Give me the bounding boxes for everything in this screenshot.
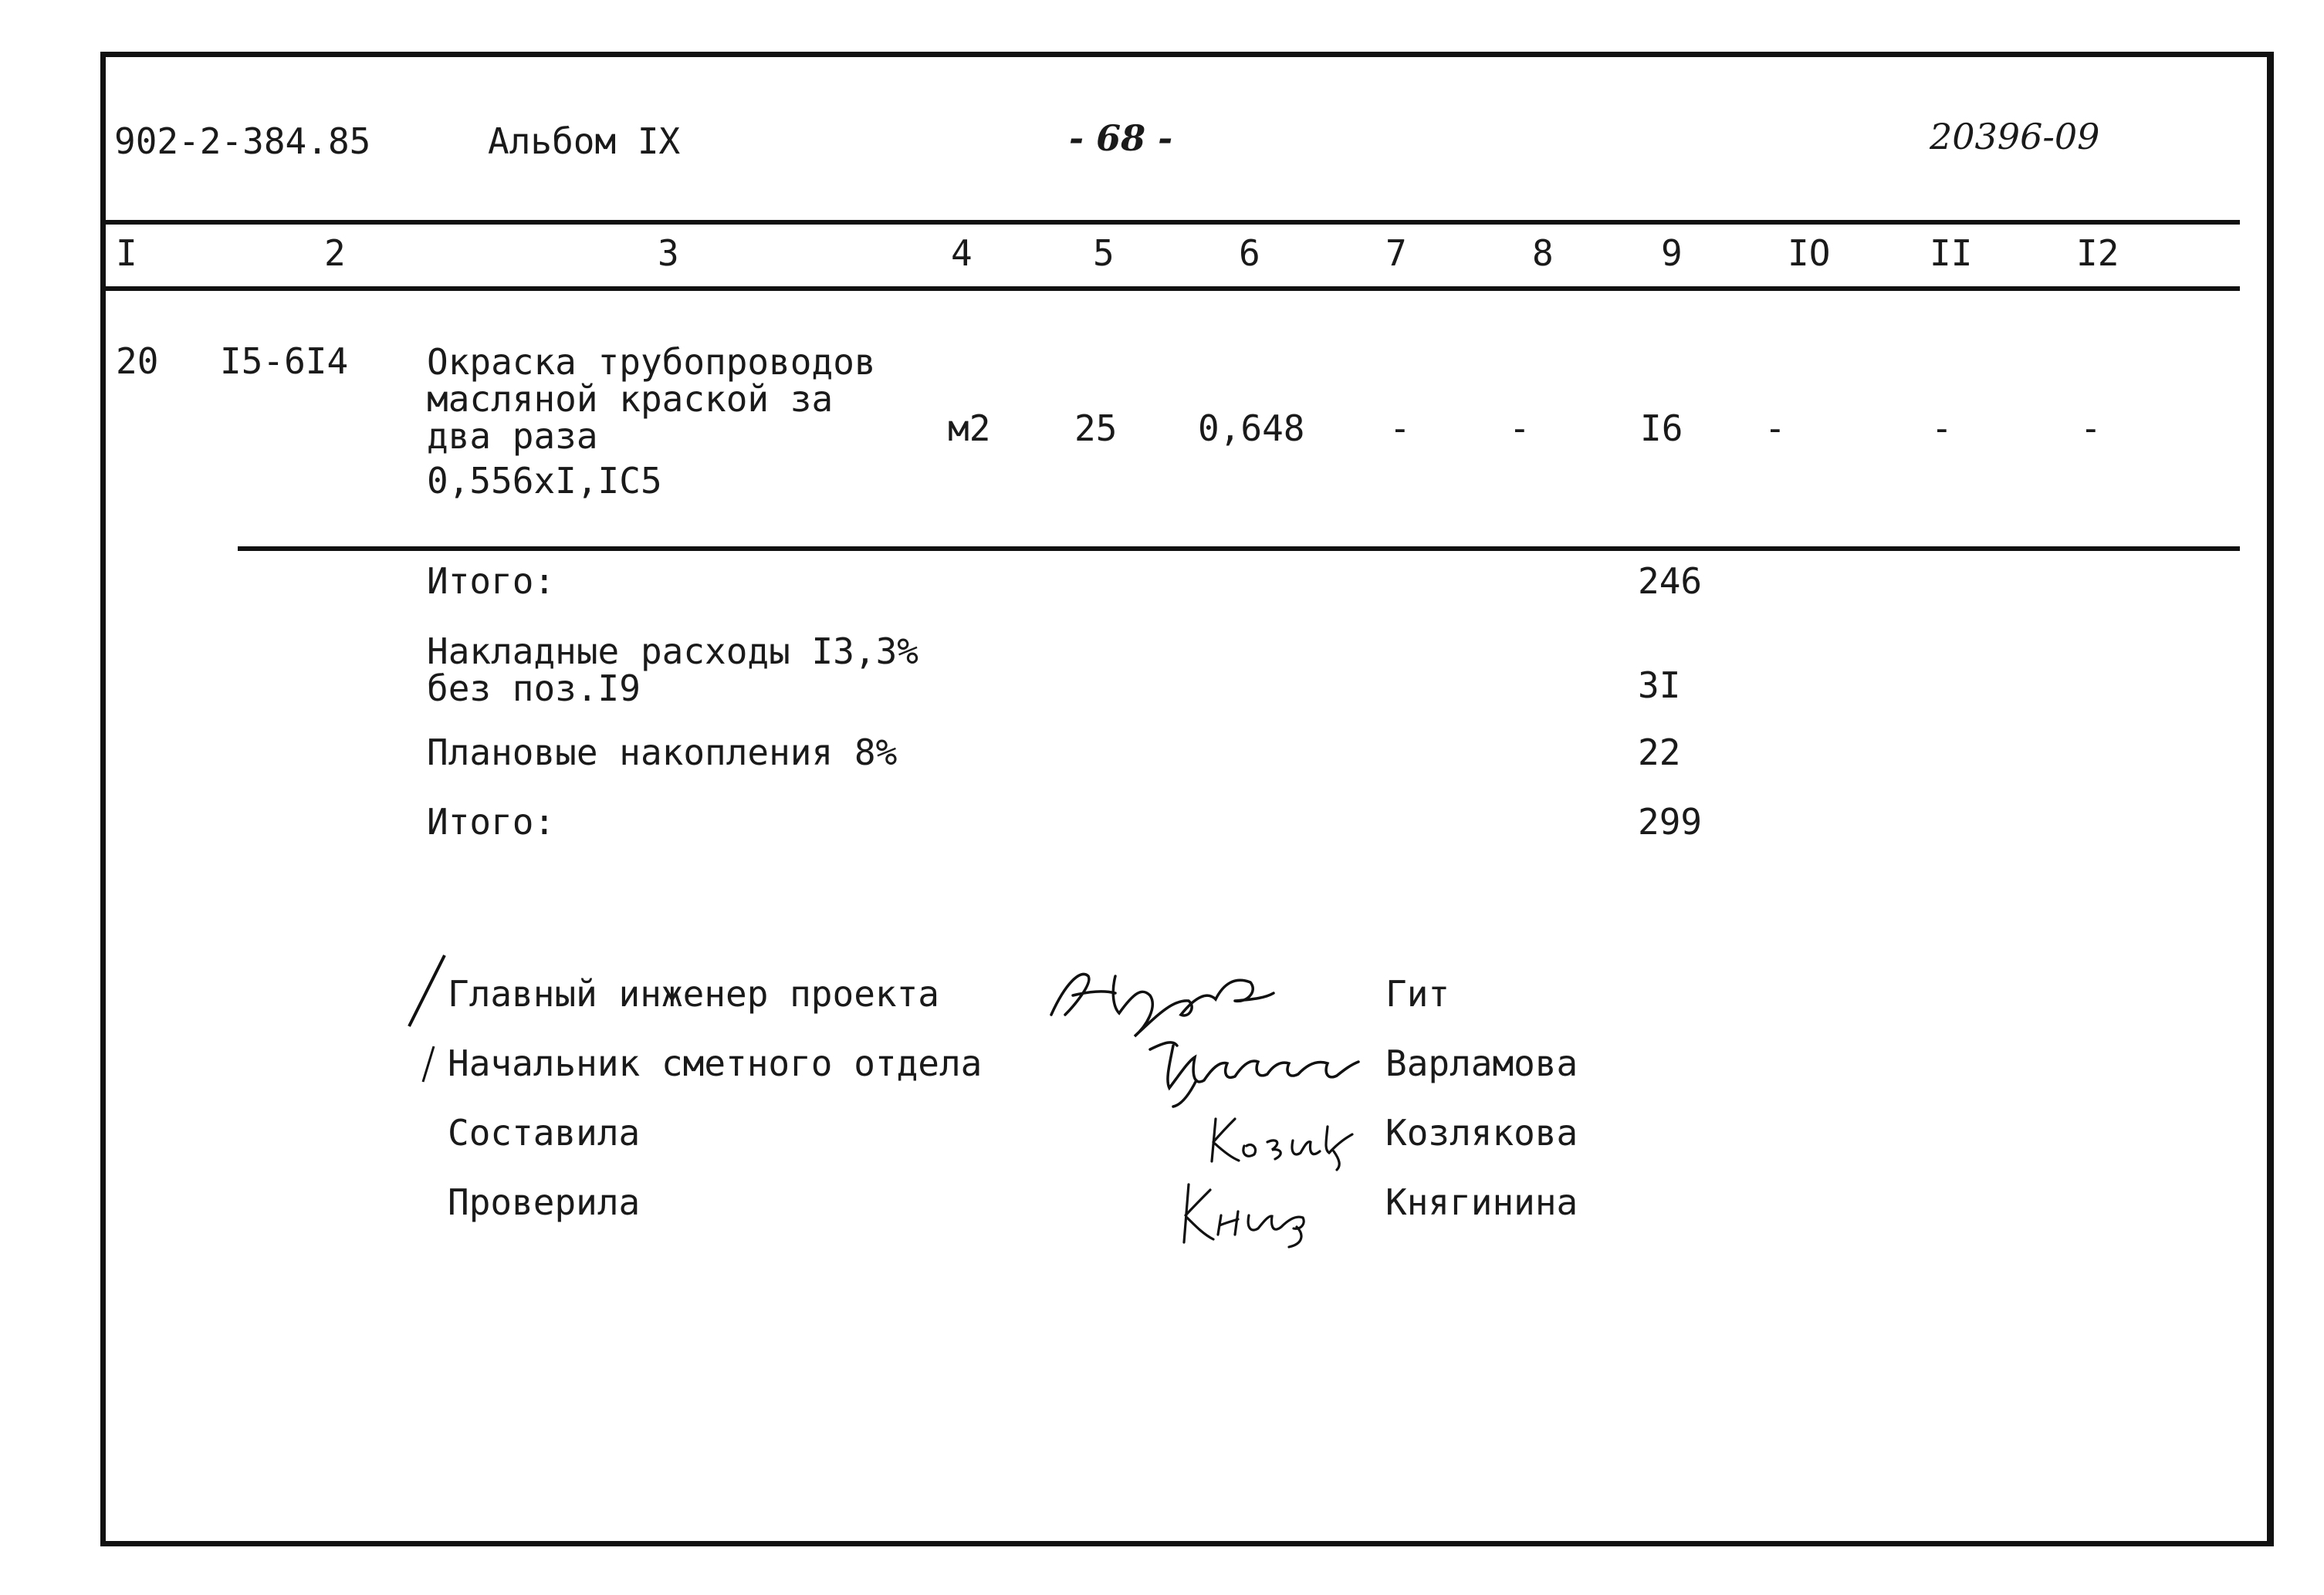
work-description [427, 343, 876, 455]
column-header-2: 2 [324, 232, 346, 274]
signature-role-chief-engineer: Главный инженер проекта [448, 973, 939, 1015]
column-header-12: I2 [2076, 232, 2119, 274]
signature-name-estimate-head: Варламова [1385, 1042, 1578, 1084]
work-description-line: два раза [427, 415, 598, 457]
doc-code: 902-2-384.85 [114, 120, 371, 162]
column-header-10: IO [1788, 232, 1831, 274]
signature-name-chief-engineer: Гит [1385, 973, 1450, 1015]
column-8-cell: - [1509, 407, 1531, 449]
reference-number: 20396-09 [1930, 116, 2100, 157]
planned-profit-label: Плановые накопления 8% [427, 732, 898, 773]
quantity-cell: 25 [1074, 407, 1118, 449]
row-number: 20 [116, 340, 159, 382]
total-value: 299 [1638, 801, 1703, 843]
calculation-formula: 0,556хI,IС5 [427, 460, 662, 502]
unit-price-cell: 0,648 [1198, 407, 1305, 449]
column-11-cell: - [1931, 407, 1953, 449]
column-header-rule [106, 286, 2240, 291]
work-description-line: Окраска трубопроводов [427, 341, 876, 383]
signature-role-checked-by: Проверила [448, 1181, 641, 1223]
signature-role-compiled-by: Составила [448, 1112, 641, 1154]
column-header-1: I [116, 232, 137, 274]
signature-name-compiled-by: Козлякова [1385, 1112, 1578, 1154]
subtotal-value: 246 [1638, 560, 1703, 602]
overhead-label-line: без поз.I9 [427, 667, 641, 709]
approval-slash-mark [400, 949, 454, 1034]
unit-cell: м2 [948, 407, 991, 449]
column-header-7: 7 [1385, 232, 1407, 274]
column-header-6: 6 [1239, 232, 1260, 274]
column-header-5: 5 [1093, 232, 1115, 274]
column-header-9: 9 [1661, 232, 1683, 274]
rate-code: I5-6I4 [220, 340, 349, 382]
handwritten-signature [1173, 1173, 1328, 1250]
column-header-11: II [1930, 232, 1973, 274]
column-7-cell: - [1389, 407, 1411, 449]
page-frame [100, 52, 2274, 1546]
subtotal-label: Итого: [427, 560, 556, 602]
signature-name-checked-by: Княгинина [1385, 1181, 1578, 1223]
album-label: Альбом IX [488, 120, 681, 162]
total-label: Итого: [427, 801, 556, 843]
overhead-label-line: Накладные расходы I3,3% [427, 630, 918, 672]
totals-rule [238, 546, 2240, 551]
column-9-cell: I6 [1640, 407, 1683, 449]
handwritten-signature [1135, 1026, 1366, 1111]
column-header-8: 8 [1532, 232, 1554, 274]
planned-profit-value: 22 [1638, 732, 1681, 773]
page-number: - 68 - [1069, 117, 1173, 159]
column-10-cell: - [1764, 407, 1786, 449]
column-header-3: 3 [658, 232, 679, 274]
work-description-line: масляной краской за [427, 378, 834, 420]
overhead-value: 3I [1638, 664, 1681, 706]
signature-role-estimate-head: Начальник сметного отдела [448, 1042, 983, 1084]
column-header-4: 4 [951, 232, 973, 274]
overhead-label [427, 630, 918, 709]
handwritten-signature [1204, 1103, 1358, 1173]
column-12-cell: - [2080, 407, 2102, 449]
approval-slash-mark [417, 1042, 440, 1088]
header-rule [106, 220, 2240, 225]
